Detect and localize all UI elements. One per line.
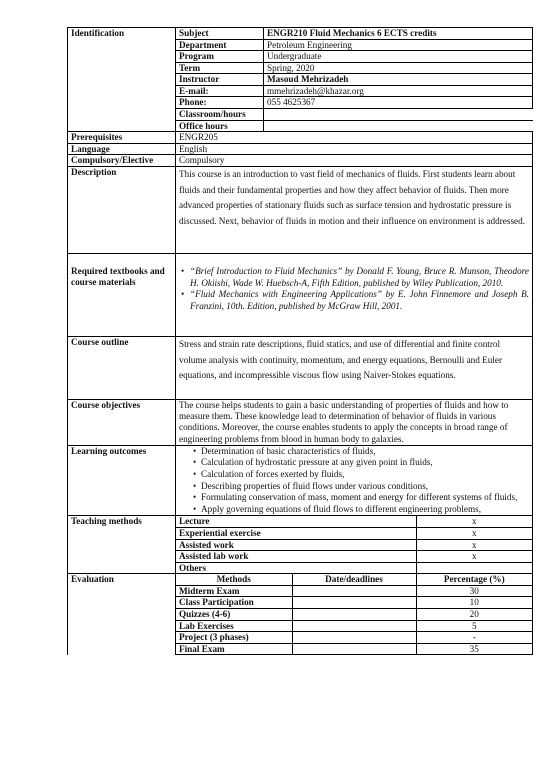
term-key: Term <box>176 62 264 74</box>
evaluation-row <box>68 574 533 655</box>
description-label: Description <box>68 166 176 253</box>
evaluation-method: Quizzes (4-6) <box>176 609 292 621</box>
program-key: Program <box>176 51 264 63</box>
evaluation-percentage: - <box>416 632 532 644</box>
outcome-item: • Describing properties of fluid flows under various conditions, <box>193 481 529 493</box>
teaching-method-row <box>176 527 532 539</box>
textbooks-list <box>179 266 529 312</box>
prerequisites-row <box>68 132 533 144</box>
evaluation-percentage: 35 <box>416 643 532 654</box>
prerequisites-value: ENGR205 <box>176 132 533 144</box>
teaching-mark: x <box>416 516 532 527</box>
email-key: E-mail: <box>176 85 264 97</box>
teaching-mark <box>416 562 532 573</box>
outline-text: Stress and strain rate descriptions, fluid statics, and use of differential and finite control volume analysis with continuity, momentum, and energy equations, Bernoulli and Euler equations, and incompressible viscous flow using Naiver-Stokes equations. <box>179 338 503 381</box>
language-label: Language <box>68 143 176 155</box>
evaluation-item-row <box>176 643 532 654</box>
teaching-method: Assisted lab work <box>176 551 416 563</box>
department-key: Department <box>176 39 264 51</box>
teaching-table <box>176 516 532 573</box>
evaluation-method: Project (3 phases) <box>176 632 292 644</box>
description-row <box>68 166 533 253</box>
identification-row <box>68 28 533 40</box>
teaching-mark: x <box>416 551 532 563</box>
evaluation-method: Lab Exercises <box>176 620 292 632</box>
objectives-row <box>68 399 533 445</box>
phone-value: 055 4625367 <box>264 97 533 109</box>
subject-value: ENGR210 Fluid Mechanics 6 ECTS credits <box>264 28 533 40</box>
compulsory-row <box>68 155 533 167</box>
dates-header: Date/deadlines <box>292 574 416 585</box>
office-hours-key: Office hours <box>176 120 264 132</box>
evaluation-item-row <box>176 620 532 632</box>
description-text: This course is an introduction to vast field of mechanics of fluids. First students learn about fluids and their fundamental properties and how they affect behavior of fluids. Then more advanced properties of stationary fluids such as surface tension and hydrostatic pressure is discussed. Next, behavior of fluids in motion and their influence on environment is addressed. <box>179 168 525 226</box>
teaching-method: Lecture <box>176 516 416 527</box>
teaching-method: Assisted work <box>176 539 416 551</box>
outline-row <box>68 336 533 399</box>
evaluation-label: Evaluation <box>68 574 176 655</box>
term-value: Spring, 2020 <box>264 62 533 74</box>
evaluation-method: Midterm Exam <box>176 585 292 597</box>
teaching-method: Experiential exercise <box>176 527 416 539</box>
instructor-key: Instructor <box>176 74 264 86</box>
program-value: Undergraduate <box>264 51 533 63</box>
evaluation-method: Final Exam <box>176 643 292 654</box>
evaluation-header-row <box>176 574 532 585</box>
email-value: mmehrizadeh@khazar.org <box>264 85 533 97</box>
outcomes-label: Learning outcomes <box>68 445 176 516</box>
classroom-value <box>264 109 533 121</box>
evaluation-item-row <box>176 609 532 621</box>
teaching-method-row <box>176 551 532 563</box>
outcome-item: • Calculation of forces exerted by fluids, <box>193 469 529 481</box>
evaluation-table <box>176 574 532 654</box>
outcomes-list <box>179 446 529 516</box>
evaluation-percentage: 30 <box>416 585 532 597</box>
outcome-item: • Formulating conservation of mass, moment and energy for different systems of fluids, <box>193 492 529 504</box>
textbooks-label: Required textbooks and course materials <box>68 253 176 336</box>
outline-label: Course outline <box>68 336 176 399</box>
evaluation-date <box>292 609 416 621</box>
outcome-item: • Apply governing equations of fluid flows to different engineering problems, <box>193 504 529 516</box>
classroom-key: Classroom/hours <box>176 109 264 121</box>
outcomes-row <box>68 445 533 516</box>
objectives-label: Course objectives <box>68 399 176 445</box>
evaluation-percentage: 5 <box>416 620 532 632</box>
office-hours-value <box>264 120 533 132</box>
evaluation-item-row <box>176 585 532 597</box>
teaching-method-row <box>176 516 532 527</box>
evaluation-method: Class Participation <box>176 597 292 609</box>
outcome-item: • Determination of basic characteristics of fluids, <box>193 446 529 458</box>
evaluation-date <box>292 585 416 597</box>
prerequisites-label: Prerequisites <box>68 132 176 144</box>
evaluation-date <box>292 620 416 632</box>
phone-key: Phone: <box>176 97 264 109</box>
evaluation-percentage: 10 <box>416 597 532 609</box>
teaching-mark: x <box>416 539 532 551</box>
evaluation-date <box>292 597 416 609</box>
language-row <box>68 143 533 155</box>
syllabus-table <box>67 27 533 655</box>
compulsory-label: Compulsory/Elective <box>68 155 176 167</box>
teaching-label: Teaching methods <box>68 516 176 574</box>
subject-key: Subject <box>176 28 264 40</box>
evaluation-date <box>292 632 416 644</box>
teaching-row <box>68 516 533 574</box>
identification-label: Identification <box>68 28 176 132</box>
evaluation-item-row <box>176 632 532 644</box>
teaching-mark: x <box>416 527 532 539</box>
language-value: English <box>176 143 533 155</box>
objectives-text: The course helps students to gain a basic understanding of properties of fluids and how to measure them. These knowledge lead to determination of behavior of fluids in various conditions. Moreover, the course enables students to apply the concepts in broad range of engineering problems from blood in human body to galaxies. <box>179 399 509 444</box>
compulsory-value: Compulsory <box>176 155 533 167</box>
teaching-method-row <box>176 562 532 573</box>
textbook-item: • “Fluid Mechanics with Engineering Applications” by E. John Finnemore and Joseph B. Franzini, 10th. Edition, published by McGraw Hill, 2001. <box>190 289 529 312</box>
department-value: Petroleum Engineering <box>264 39 533 51</box>
evaluation-item-row <box>176 597 532 609</box>
percentage-header: Percentage (%) <box>416 574 532 585</box>
teaching-method-row <box>176 539 532 551</box>
textbook-item: • “Brief Introduction to Fluid Mechanics” by Donald F. Young, Bruce R. Munson, Theodore H. Okiishi, Wade W. Huebsch-A, Fifth Edition, published by Wiley Publication, 2010. <box>190 266 529 289</box>
instructor-value: Masoud Mehrizadeh <box>264 74 533 86</box>
evaluation-date <box>292 643 416 654</box>
textbooks-row <box>68 253 533 336</box>
outcome-item: • Calculation of hydrostatic pressure at any given point in fluids, <box>193 457 529 469</box>
evaluation-percentage: 20 <box>416 609 532 621</box>
methods-header: Methods <box>176 574 292 585</box>
teaching-method: Others <box>176 562 416 573</box>
